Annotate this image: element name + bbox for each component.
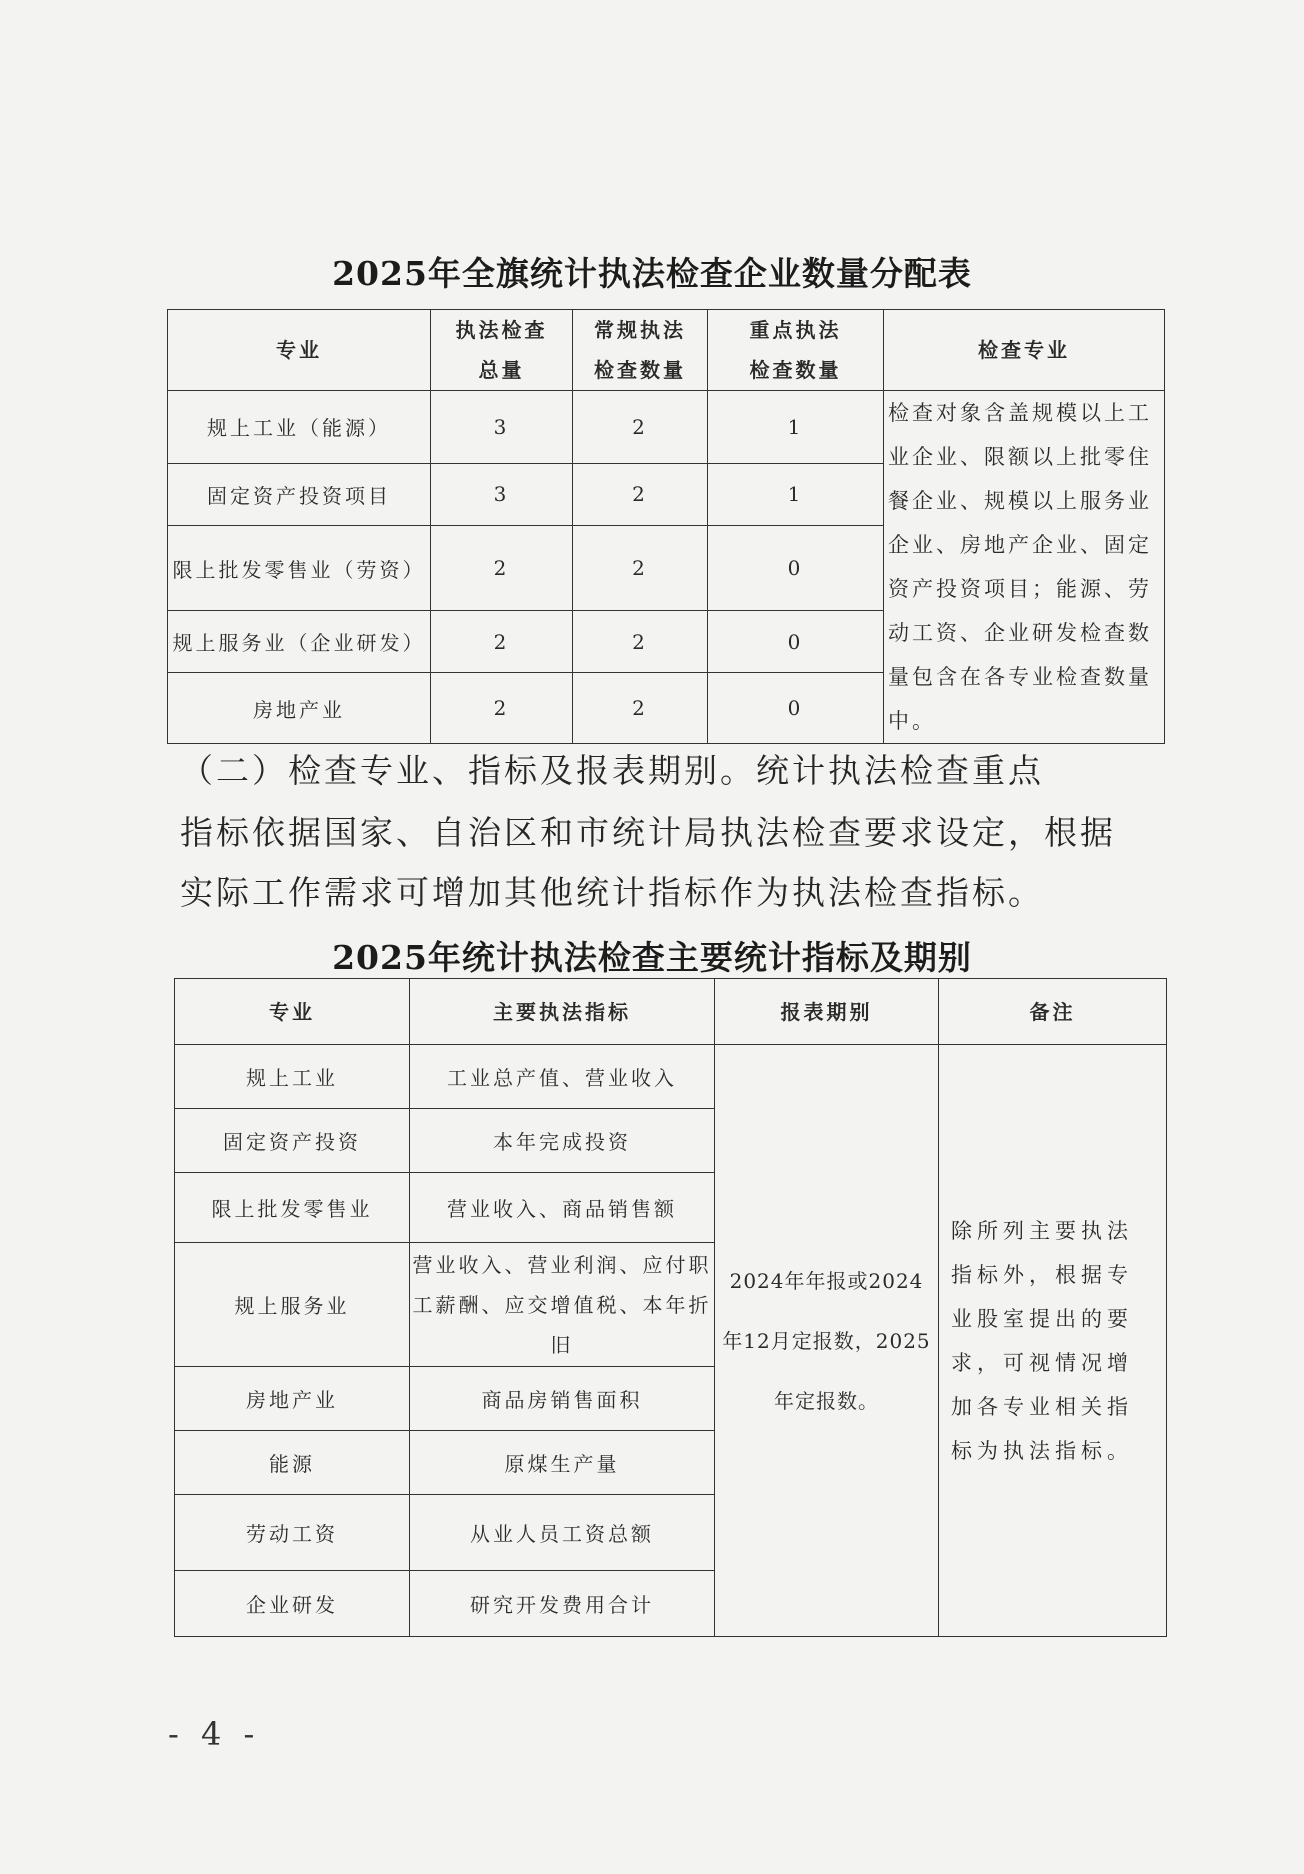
header-routine: 常规执法 检查数量 bbox=[573, 310, 708, 391]
paragraph-line-1: （二）检查专业、指标及报表期别。统计执法检查重点 bbox=[180, 751, 1044, 790]
header-key: 重点执法 检查数量 bbox=[708, 310, 884, 391]
paragraph-line-2: 指标依据国家、自治区和市统计局执法检查要求设定，根据 bbox=[180, 813, 1116, 852]
row-major: 能源 bbox=[175, 1431, 410, 1495]
row-indicator: 本年完成投资 bbox=[410, 1109, 715, 1173]
row-key: 0 bbox=[708, 526, 884, 611]
row-total: 3 bbox=[431, 391, 573, 464]
period-note: 2024年年报或2024年12月定报数，2025年定报数。 bbox=[715, 1045, 939, 1637]
row-key: 1 bbox=[708, 463, 884, 526]
row-major: 房地产业 bbox=[168, 673, 431, 744]
row-major: 规上服务业（企业研发） bbox=[168, 610, 431, 673]
row-total: 2 bbox=[431, 673, 573, 744]
header-major: 专业 bbox=[168, 310, 431, 391]
row-major: 固定资产投资项目 bbox=[168, 463, 431, 526]
indicator-table bbox=[174, 978, 1167, 1637]
scope-note: 检查对象含盖规模以上工业企业、限额以上批零住餐企业、规模以上服务业企业、房地产企业、固定资产投资项目；能源、劳动工资、企业研发检查数量包含在各专业检查数量中。 bbox=[884, 391, 1165, 744]
row-major: 限上批发零售业（劳资） bbox=[168, 526, 431, 611]
row-routine: 2 bbox=[573, 463, 708, 526]
row-key: 0 bbox=[708, 610, 884, 673]
row-major: 企业研发 bbox=[175, 1571, 410, 1637]
row-major: 房地产业 bbox=[175, 1367, 410, 1431]
paragraph-line-3: 实际工作需求可增加其他统计指标作为执法检查指标。 bbox=[180, 873, 1044, 912]
remark-note: 除所列主要执法指标外，根据专业股室提出的要求，可视情况增加各专业相关指标为执法指标。 bbox=[939, 1045, 1167, 1637]
table1-title: 2025年全旗统计执法检查企业数量分配表 bbox=[332, 254, 972, 293]
header-remark: 备注 bbox=[939, 979, 1167, 1045]
row-indicator: 商品房销售面积 bbox=[410, 1367, 715, 1431]
row-major: 规上工业（能源） bbox=[168, 391, 431, 464]
row-major: 劳动工资 bbox=[175, 1495, 410, 1571]
row-key: 0 bbox=[708, 673, 884, 744]
header-period: 报表期别 bbox=[715, 979, 939, 1045]
row-major: 规上服务业 bbox=[175, 1243, 410, 1367]
row-total: 2 bbox=[431, 610, 573, 673]
table2-header-row bbox=[175, 979, 1167, 1045]
table-row bbox=[168, 391, 1165, 464]
table2-title: 2025年统计执法检查主要统计指标及期别 bbox=[332, 938, 972, 977]
row-major: 规上工业 bbox=[175, 1045, 410, 1109]
row-indicator: 从业人员工资总额 bbox=[410, 1495, 715, 1571]
row-routine: 2 bbox=[573, 526, 708, 611]
allocation-table bbox=[167, 309, 1165, 744]
row-major: 限上批发零售业 bbox=[175, 1173, 410, 1243]
row-routine: 2 bbox=[573, 610, 708, 673]
header-scope: 检查专业 bbox=[884, 310, 1165, 391]
row-routine: 2 bbox=[573, 391, 708, 464]
page-number: - 4 - bbox=[168, 1715, 261, 1753]
row-total: 3 bbox=[431, 463, 573, 526]
row-indicator: 营业收入、商品销售额 bbox=[410, 1173, 715, 1243]
row-major: 固定资产投资 bbox=[175, 1109, 410, 1173]
table1-header-row bbox=[168, 310, 1165, 391]
row-indicator: 研究开发费用合计 bbox=[410, 1571, 715, 1637]
header-total: 执法检查 总量 bbox=[431, 310, 573, 391]
row-indicator: 营业收入、营业利润、应付职工薪酬、应交增值税、本年折旧 bbox=[410, 1243, 715, 1367]
row-indicator: 原煤生产量 bbox=[410, 1431, 715, 1495]
row-total: 2 bbox=[431, 526, 573, 611]
row-indicator: 工业总产值、营业收入 bbox=[410, 1045, 715, 1109]
header-major: 专业 bbox=[175, 979, 410, 1045]
row-key: 1 bbox=[708, 391, 884, 464]
table-row bbox=[175, 1045, 1167, 1109]
row-routine: 2 bbox=[573, 673, 708, 744]
header-indicator: 主要执法指标 bbox=[410, 979, 715, 1045]
